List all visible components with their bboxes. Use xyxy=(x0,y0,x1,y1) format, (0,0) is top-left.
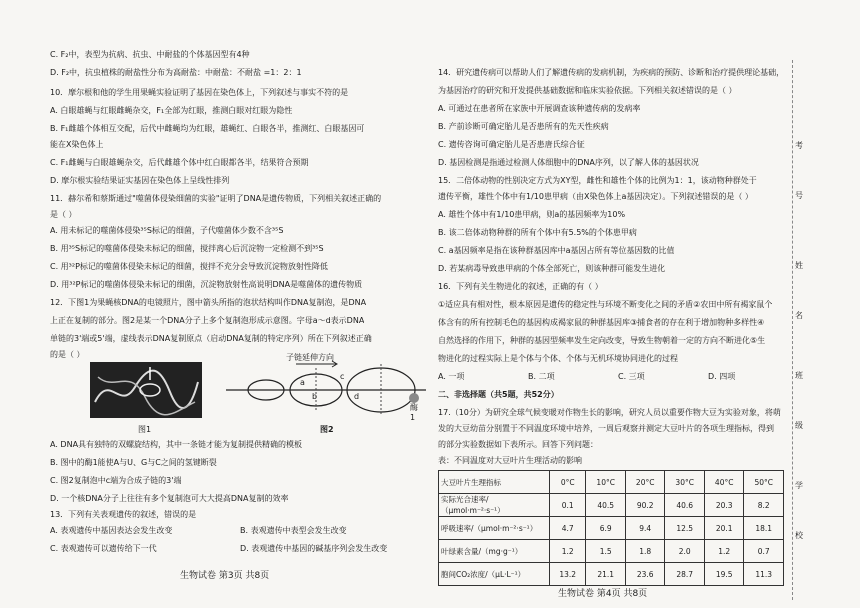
q16-body-3: 自然选择的作用下，种群的基因型频率发生定向改变，导致生物朝着一定的方向不断进化⑤生 xyxy=(438,336,766,345)
figure2-diagram xyxy=(226,358,426,420)
q14-option-d: D. 基因检测是指通过检测人体细胞中的DNA序列，以了解人体的基因状况 xyxy=(438,158,699,167)
table-cell: 叶绿素含量/（mg·g⁻¹） xyxy=(439,540,550,563)
q16-body-1: ①适应具有相对性，根本原因是遗传的稳定性与环境不断变化之间的矛盾②农田中所有褐家鼠个 xyxy=(438,300,773,309)
right-page xyxy=(438,0,786,608)
figure2-letter-a: a xyxy=(300,378,305,387)
q11-option-b: B. 用³⁵S标记的噬菌体侵染未标记的细菌，搅拌离心后沉淀物一定检测不到³⁵S xyxy=(50,244,324,253)
q14-stem-cont: 为基因治疗的研究和开发提供基础数据和临床实验依据。下列相关叙述错误的是（ ） xyxy=(438,86,737,95)
q12-option-c: C. 图2复制泡中c端为合成子链的3'端 xyxy=(50,476,182,485)
figure2-enzyme-label: 酶1 xyxy=(410,403,418,422)
table-cell: 13.2 xyxy=(550,563,586,586)
figure2-arrow-label: 子链延伸方向 xyxy=(286,353,334,362)
q12-stem: 12．下图1为果蝇核DNA的电镜照片，图中箭头所指的泡状结构叫作DNA复制泡，是DNA xyxy=(50,298,367,307)
table-cell: 呼吸速率/（μmol·m⁻²·s⁻¹） xyxy=(439,517,550,540)
figure1-label: 图1 xyxy=(138,425,152,434)
figure2-label: 图2 xyxy=(320,425,334,434)
table-header-cell: 20°C xyxy=(625,471,665,494)
q9-option-c: C. F₂中，表型为抗病、抗虫、中耐盐的个体基因型有4种 xyxy=(50,50,250,59)
q16-option-c: C. 三项 xyxy=(618,372,645,381)
table-row xyxy=(439,517,784,540)
q10-option-b: B. F₁雌雄个体相互交配，后代中雌蝇均为红眼，雄蝇红、白眼各半，推测红、白眼基因可 xyxy=(50,124,365,133)
margin-char: 考 xyxy=(795,141,803,150)
q12-option-d: D. 一个核DNA分子上往往有多个复制泡可大大提高DNA复制的效率 xyxy=(50,494,289,503)
q11-option-a: A. 用未标记的噬菌体侵染³⁵S标记的细菌，子代噬菌体少数不含³⁵S xyxy=(50,226,284,235)
q15-stem-cont: 遗传平衡，雄性个体中有1/10患甲病（由X染色体上a基因决定）。下列叙述错误的是（ ） xyxy=(438,192,753,201)
table-cell: 90.2 xyxy=(625,494,665,517)
figure2-letter-c: c xyxy=(340,372,345,381)
q11-option-c: C. 用³²P标记的噬菌体侵染未标记的细菌，搅拌不充分会导致沉淀物放射性降低 xyxy=(50,262,328,271)
q15-stem: 15．二倍体动物的性别决定方式为XY型，雌性和雄性个体的比例为1：1，该动物种群处于 xyxy=(438,176,757,185)
q16-stem: 16．下列有关生物进化的叙述，正确的有（ ） xyxy=(438,282,603,291)
q17-stem-cont1: 发的大豆幼苗分别置于不同温度环境中培养，一周后观察并测定大豆叶片的各项生理指标，得到 xyxy=(438,424,774,433)
q12-stem-cont3: 的是（ ） xyxy=(50,350,85,359)
table-cell: 1.2 xyxy=(704,540,744,563)
q13-option-d: D. 表观遗传中基因的碱基序列会发生改变 xyxy=(240,544,388,553)
q11-stem-cont: 是（ ） xyxy=(50,210,77,219)
q14-option-b: B. 产前诊断可确定胎儿是否患所有的先天性疾病 xyxy=(438,122,609,131)
table-cell: 1.5 xyxy=(586,540,626,563)
q15-option-a: A. 雄性个体中有1/10患甲病，则a的基因频率为10% xyxy=(438,210,626,219)
table-header-cell: 40°C xyxy=(704,471,744,494)
margin-char: 级 xyxy=(795,421,803,430)
table-cell: 0.1 xyxy=(550,494,586,517)
q17-stem: 17.（10分）为研究全球气候变暖对作物生长的影响，研究人员以重要作物大豆为实验对象，将萌 xyxy=(438,408,781,417)
table-cell: 1.8 xyxy=(625,540,665,563)
table-header-cell: 30°C xyxy=(665,471,705,494)
q12-option-b: B. 图中的酶1能使A与U、G与C之间的氢键断裂 xyxy=(50,458,217,467)
table-header-cell: 0°C xyxy=(550,471,586,494)
right-footer: 生物试卷 第4页 共8页 xyxy=(558,589,648,599)
table-header-row xyxy=(439,471,784,494)
q13-stem: 13．下列有关表观遗传的叙述，错误的是 xyxy=(50,510,197,519)
table-row xyxy=(439,494,784,517)
q10-option-d: D. 摩尔根实验结果证实基因在染色体上呈线性排列 xyxy=(50,176,230,185)
q13-option-a: A. 表观遗传中基因表达会发生改变 xyxy=(50,526,173,535)
q15-option-b: B. 该二倍体动物种群的所有个体中有5.5%的个体患甲病 xyxy=(438,228,637,237)
table-row xyxy=(439,563,784,586)
table-cell: 12.5 xyxy=(665,517,705,540)
table-cell: 2.0 xyxy=(665,540,705,563)
binding-margin xyxy=(792,60,807,600)
q17-stem-cont2: 的部分实验数据如下表所示。回答下列问题： xyxy=(438,440,598,449)
q13-option-b: B. 表观遗传中表型会发生改变 xyxy=(240,526,347,535)
q16-option-a: A. 一项 xyxy=(438,372,465,381)
table-row xyxy=(439,540,784,563)
margin-char: 学 xyxy=(795,481,803,490)
table-cell: 4.7 xyxy=(550,517,586,540)
table-cell: 实际光合速率/（μmol·m⁻²·s⁻¹） xyxy=(439,494,550,517)
q14-option-a: A. 可通过在患者所在家族中开展调查该种遗传病的发病率 xyxy=(438,104,641,113)
table-cell: 1.2 xyxy=(550,540,586,563)
section-heading: 二、非选择题（共5题，共52分） xyxy=(438,390,559,399)
table-header-cell: 50°C xyxy=(744,471,784,494)
table-cell: 11.3 xyxy=(744,563,784,586)
q10-option-a: A. 白眼雄蝇与红眼雌蝇杂交，F₁全部为红眼，推测白眼对红眼为隐性 xyxy=(50,106,293,115)
table-header-cell: 大豆叶片生理指标 xyxy=(439,471,550,494)
table-cell: 6.9 xyxy=(586,517,626,540)
table-cell: 40.5 xyxy=(586,494,626,517)
table-cell: 20.1 xyxy=(704,517,744,540)
q15-option-d: D. 若某病毒导致患甲病的个体全部死亡，则该种群可能发生进化 xyxy=(438,264,666,273)
q16-option-d: D. 四项 xyxy=(708,372,736,381)
q10-option-b-cont: 能在X染色体上 xyxy=(50,140,104,149)
q14-option-c: C. 遗传咨询可确定胎儿是否患唐氏综合征 xyxy=(438,140,585,149)
q11-stem: 11．赫尔希和蔡斯通过"噬菌体侵染细菌的实验"证明了DNA是遗传物质，下列相关叙述正确的 xyxy=(50,194,382,203)
left-page xyxy=(50,0,422,608)
q15-option-c: C. a基因频率是指在该种群基因库中a基因占所有等位基因数的比值 xyxy=(438,246,675,255)
table-cell: 0.7 xyxy=(744,540,784,563)
q13-option-c: C. 表观遗传可以遗传给下一代 xyxy=(50,544,157,553)
table-cell: 9.4 xyxy=(625,517,665,540)
table-cell: 20.3 xyxy=(704,494,744,517)
figure2-letter-b: b xyxy=(312,392,318,401)
table-header-cell: 10°C xyxy=(586,471,626,494)
q14-stem: 14．研究遗传病可以帮助人们了解遗传病的发病机制，为疾病的预防、诊断和治疗提供理论基础， xyxy=(438,68,785,77)
q12-stem-cont1: 上正在复制的部分。图2是某一个DNA分子上多个复制泡形成示意图。字母a～d表示DNA xyxy=(50,316,365,325)
table-cell: 40.6 xyxy=(665,494,705,517)
q11-option-d: D. 用³²P标记的噬菌体侵染未标记的细菌，沉淀物放射性高说明DNA是噬菌体的遗传物质 xyxy=(50,280,363,289)
margin-char: 校 xyxy=(795,531,803,540)
table-cell: 28.7 xyxy=(665,563,705,586)
q12-option-a: A. DNA具有独特的双螺旋结构，其中一条链才能为复制提供精确的模板 xyxy=(50,440,303,449)
table-cell: 胞间CO₂浓度/（μL·L⁻¹） xyxy=(439,563,550,586)
table-caption: 表：不同温度对大豆叶片生理活动的影响 xyxy=(438,456,582,465)
table-cell: 8.2 xyxy=(744,494,784,517)
margin-char: 名 xyxy=(795,311,803,320)
left-footer: 生物试卷 第3页 共8页 xyxy=(180,571,270,581)
data-table xyxy=(438,470,784,586)
margin-char: 姓 xyxy=(795,261,803,270)
q16-body-4: 物进化的过程实际上是个体与个体、个体与无机环境协同进化的过程 xyxy=(438,354,678,363)
figure1-em-photo xyxy=(90,362,202,418)
table-cell: 19.5 xyxy=(704,563,744,586)
margin-char: 号 xyxy=(795,191,803,200)
q9-option-d: D. F₂中，抗虫植株的耐盐性分布为高耐盐：中耐盐：不耐盐 =1：2：1 xyxy=(50,68,302,77)
q16-body-2: 体含有的所有控制毛色的基因构成褐家鼠的种群基因库③捕食者的存在利于增加物种多样性④ xyxy=(438,318,765,327)
q12-stem-cont2: 单链的3'端或5'端，虚线表示DNA复制原点（启动DNA复制的特定序列）所在下列叙述正确 xyxy=(50,334,372,343)
table-cell: 23.6 xyxy=(625,563,665,586)
table-cell: 18.1 xyxy=(744,517,784,540)
q10-stem: 10．摩尔根和他的学生用果蝇实验证明了基因在染色体上，下列叙述与事实不符的是 xyxy=(50,88,349,97)
q16-option-b: B. 二项 xyxy=(528,372,555,381)
table-cell: 21.1 xyxy=(586,563,626,586)
figure2-letter-d: d xyxy=(354,392,360,401)
q10-option-c: C. F₁雌蝇与白眼雄蝇杂交，后代雌雄个体中红白眼都各半，结果符合预期 xyxy=(50,158,309,167)
margin-char: 班 xyxy=(795,371,803,380)
